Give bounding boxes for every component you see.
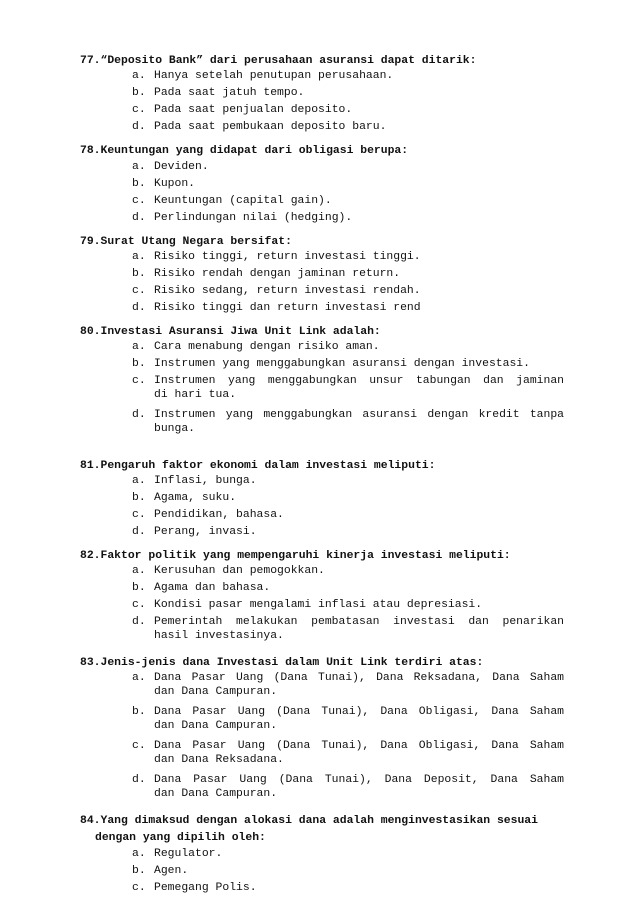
question-80-title: 80.Investasi Asuransi Jiwa Unit Link adalah:	[80, 326, 381, 338]
question-82-option-a[interactable]: a. Kerusuhan dan pemogokkan.	[132, 565, 325, 577]
question-82-title: 82.Faktor politik yang mempengaruhi kinerja investasi meliputi:	[80, 550, 511, 562]
question-84-option-a[interactable]: a. Regulator.	[132, 848, 223, 860]
question-82-option-d[interactable]: d. Pemerintah melakukan pembatasan investasi dan penarikan hasil investasinya.	[132, 616, 564, 642]
question-79-option-b[interactable]: b. Risiko rendah dengan jaminan return.	[132, 268, 401, 280]
question-77-option-a[interactable]: a. Hanya setelah penutupan perusahaan.	[132, 70, 394, 82]
question-83-title: 83.Jenis-jenis dana Investasi dalam Unit Link terdiri atas:	[80, 657, 484, 669]
question-78-option-d[interactable]: d. Perlindungan nilai (hedging).	[132, 212, 353, 224]
question-84-option-b[interactable]: b. Agen.	[132, 865, 189, 877]
question-80-option-a[interactable]: a. Cara menabung dengan risiko aman.	[132, 341, 380, 353]
question-77-option-d[interactable]: d. Pada saat pembukaan deposito baru.	[132, 121, 387, 133]
question-84-option-c[interactable]: c. Pemegang Polis.	[132, 882, 257, 894]
question-78-option-c[interactable]: c. Keuntungan (capital gain).	[132, 195, 332, 207]
question-82-option-b[interactable]: b. Agama dan bahasa.	[132, 582, 271, 594]
question-83-option-a[interactable]: a. Dana Pasar Uang (Dana Tunai), Dana Reksadana, Dana Saham dan Dana Campuran.	[132, 672, 564, 698]
question-81-option-c[interactable]: c. Pendidikan, bahasa.	[132, 509, 284, 521]
question-82-option-c[interactable]: c. Kondisi pasar mengalami inflasi atau depresiasi.	[132, 599, 483, 611]
question-80-option-b[interactable]: b. Instrumen yang menggabungkan asuransi dengan investasi.	[132, 358, 530, 370]
question-83-option-d[interactable]: d. Dana Pasar Uang (Dana Tunai), Dana Deposit, Dana Saham dan Dana Campuran.	[132, 774, 564, 800]
question-83-option-b[interactable]: b. Dana Pasar Uang (Dana Tunai), Dana Obligasi, Dana Saham dan Dana Campuran.	[132, 706, 564, 732]
question-79-option-c[interactable]: c. Risiko sedang, return investasi rendah.	[132, 285, 421, 297]
question-78-option-a[interactable]: a. Deviden.	[132, 161, 209, 173]
question-80-option-d[interactable]: d. Instrumen yang menggabungkan asuransi dengan kredit tanpa bunga.	[132, 409, 564, 435]
question-78-title: 78.Keuntungan yang didapat dari obligasi berupa:	[80, 145, 409, 157]
question-81-title: 81.Pengaruh faktor ekonomi dalam investasi meliputi:	[80, 460, 436, 472]
question-77-title: 77.“Deposito Bank” dari perusahaan asuransi dapat ditarik:	[80, 55, 477, 67]
question-78-option-b[interactable]: b. Kupon.	[132, 178, 196, 190]
question-81-option-a[interactable]: a. Inflasi, bunga.	[132, 475, 257, 487]
question-81-option-b[interactable]: b. Agama, suku.	[132, 492, 237, 504]
question-79-option-d[interactable]: d. Risiko tinggi dan return investasi rend	[132, 302, 421, 314]
question-79-title: 79.Surat Utang Negara bersifat:	[80, 236, 292, 248]
question-79-option-a[interactable]: a. Risiko tinggi, return investasi tinggi.	[132, 251, 421, 263]
question-77-option-b[interactable]: b. Pada saat jatuh tempo.	[132, 87, 305, 99]
question-83-option-c[interactable]: c. Dana Pasar Uang (Dana Tunai), Dana Obligasi, Dana Saham dan Dana Reksadana.	[132, 740, 564, 766]
question-84-title: 84.Yang dimaksud dengan alokasi dana adalah menginvestasikan sesuai dengan yang dipilih oleh:	[80, 815, 538, 844]
question-80-option-c[interactable]: c. Instrumen yang menggabungkan unsur tabungan dan jaminan di hari tua.	[132, 375, 564, 401]
question-81-option-d[interactable]: d. Perang, invasi.	[132, 526, 257, 538]
question-77-option-c[interactable]: c. Pada saat penjualan deposito.	[132, 104, 353, 116]
